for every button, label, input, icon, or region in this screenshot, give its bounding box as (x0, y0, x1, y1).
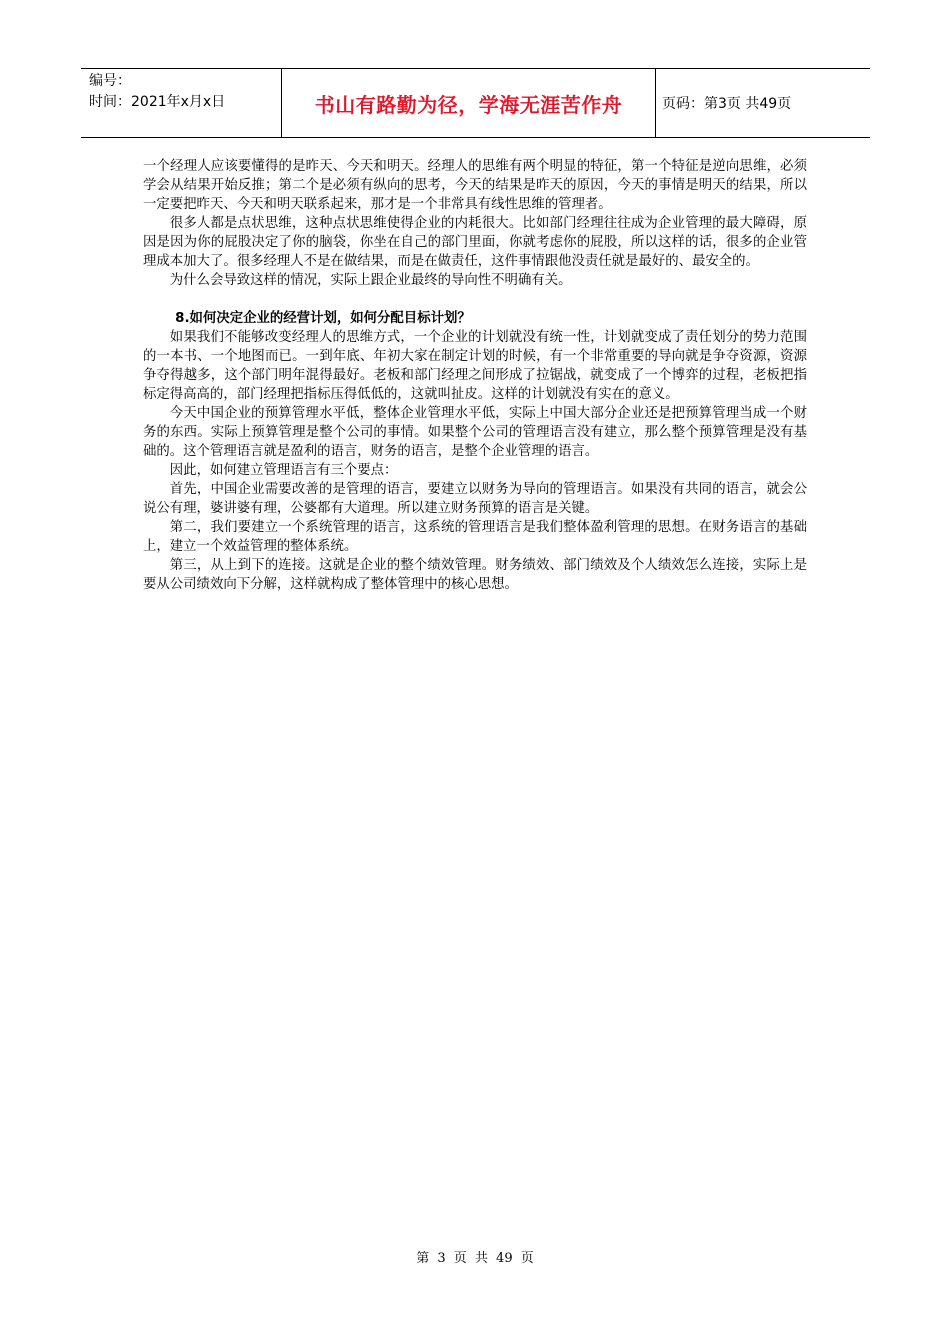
page-footer: 第 3 页 共 49 页 (416, 1251, 534, 1266)
body-paragraph: 因此，如何建立管理语言有三个要点： (169, 463, 398, 478)
header-motto: 书山有路勤为径，学海无涯苦作舟 (314, 92, 623, 117)
body-paragraph: 第三，从上到下的连接。这就是企业的整个绩效管理。财务绩效、部门绩效及个人绩效怎么连接，实际上是要从公司绩效向下分解，这样就构成了整体管理中的核心思想。 (143, 558, 807, 592)
document-time-label: 时间：2021年x月x日 (89, 94, 226, 110)
document-body (143, 157, 807, 594)
body-paragraph: 很多人都是点状思维，这种点状思维使得企业的内耗很大。比如部门经理往往成为企业管理的最大障碍，原因是因为你的屁股决定了你的脑袋，你坐在自己的部门里面，你就考虑你的屁股，所以这样的话，很多的企业管理成本加大了。很多经理人不是在做结果，而是在做责任，这件事情跟他没责任就是最好的、最安全的。 (143, 216, 807, 269)
body-paragraph: 如果我们不能够改变经理人的思维方式，一个企业的计划就没有统一性，计划就变成了责任划分的势力范围的一本书、一个地图而已。一到年底、年初大家在制定计划的时候，有一个非常重要的导向就是争夺资源，资源争夺得越多，这个部门明年混得最好。老板和部门经理之间形成了拉锯战，就变成了一个博弈的过程，老板把指标定得高高的，部门经理把指标压得低低的，这就叫扯皮。这样的计划就没有实在的意义。 (143, 330, 807, 402)
body-paragraph: 一个经理人应该要懂得的是昨天、今天和明天。经理人的思维有两个明显的特征，第一个特征是逆向思维，必须学会从结果开始反推；第二个是必须有纵向的思考，今天的结果是昨天的原因，今天的事情是明天的结果，所以一定要把昨天、今天和明天联系起来，那才是一个非常具有线性思维的管理者。 (143, 159, 807, 212)
page-header (81, 68, 870, 138)
section-heading: 8.如何决定企业的经营计划，如何分配目标计划？ (175, 311, 471, 326)
body-paragraph: 今天中国企业的预算管理水平低，整体企业管理水平低，实际上中国大部分企业还是把预算管理当成一个财务的东西。实际上预算管理是整个公司的事情。如果整个公司的管理语言没有建立，那么整个预算管理是没有基础的。这个管理语言就是盈利的语言，财务的语言，是整个企业管理的语言。 (143, 406, 807, 459)
document-number-label: 编号： (89, 73, 131, 89)
header-page-cell (656, 69, 870, 137)
header-motto-cell (282, 69, 656, 137)
body-paragraph: 为什么会导致这样的情况，实际上跟企业最终的导向性不明确有关。 (169, 273, 572, 288)
body-paragraph: 第二，我们要建立一个系统管理的语言，这系统的管理语言是我们整体盈利管理的思想。在财务语言的基础上，建立一个效益管理的整体系统。 (143, 520, 807, 554)
header-page-number: 页码：第3页 共49页 (662, 96, 792, 112)
header-meta-cell (81, 69, 282, 137)
body-paragraph: 首先，中国企业需要改善的是管理的语言，要建立以财务为导向的管理语言。如果没有共同的语言，就会公说公有理，婆讲婆有理，公婆都有大道理。所以建立财务预算的语言是关键。 (143, 482, 807, 516)
